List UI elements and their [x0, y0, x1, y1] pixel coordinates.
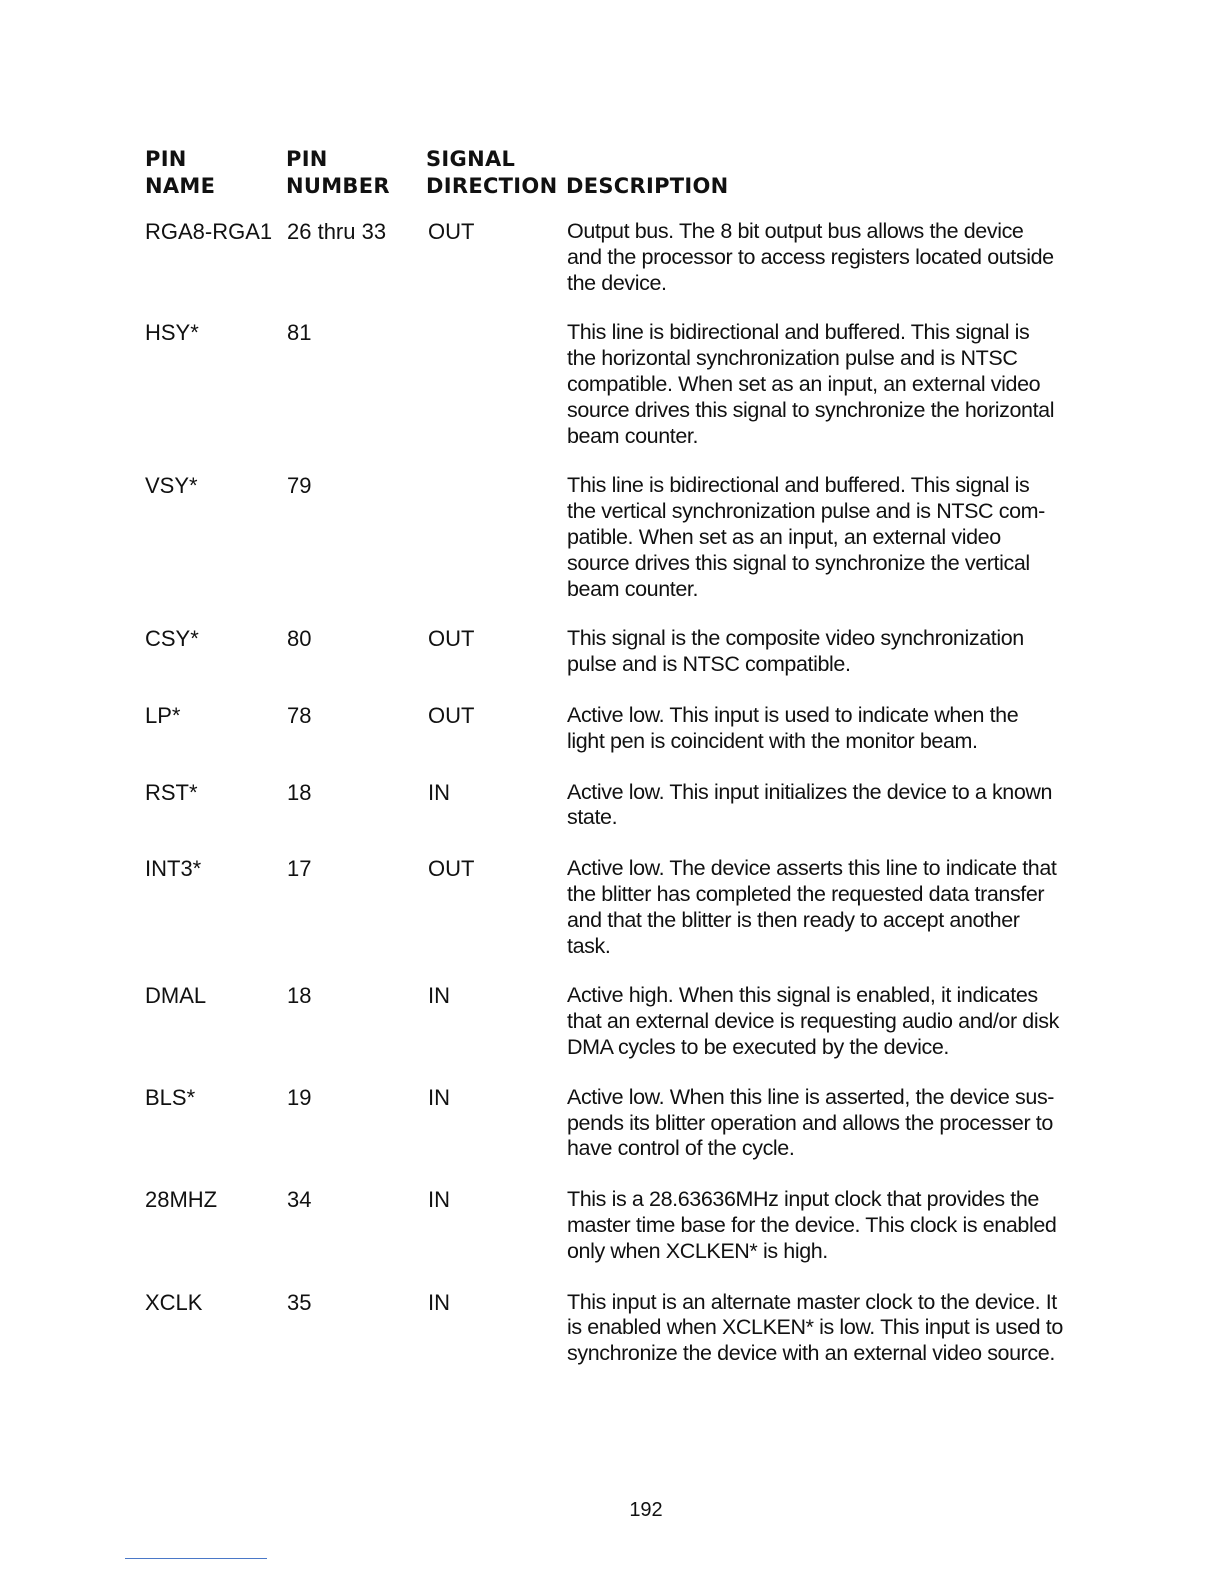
- pin-number: 81: [287, 320, 312, 346]
- table-row: [0, 320, 1224, 449]
- signal-direction: OUT: [428, 702, 475, 728]
- signal-direction: OUT: [428, 626, 475, 652]
- page-number: 192: [629, 1499, 663, 1521]
- pin-name: DMAL: [145, 983, 207, 1009]
- pin-name: RST*: [145, 779, 198, 805]
- description-line: only when XCLKEN* is high.: [567, 1238, 828, 1263]
- pin-name: CSY*: [145, 626, 199, 652]
- pin-table-body: [0, 219, 1224, 1367]
- table-row: [0, 780, 1224, 832]
- footer-rule: [125, 1558, 267, 1559]
- description-line: Active high. When this signal is enabled, it indicates: [567, 983, 1038, 1008]
- pin-number: 18: [287, 779, 312, 805]
- signal-direction: IN: [428, 983, 450, 1009]
- description-line: the blitter has completed the requested data transfer: [567, 881, 1045, 906]
- description-line: task.: [567, 933, 611, 958]
- table-row: [0, 1290, 1224, 1367]
- header-pin-number-line2: NUMBER: [286, 174, 390, 198]
- description-line: have control of the cycle.: [567, 1136, 795, 1161]
- header-signal-direction-line2: DIRECTION: [426, 174, 558, 198]
- signal-direction: IN: [428, 1289, 450, 1315]
- header-pin-name-line1: PIN: [145, 147, 187, 171]
- signal-direction: IN: [428, 779, 450, 805]
- description-line: Active low. This input is used to indicate when the: [567, 702, 1019, 727]
- pin-number: 34: [287, 1187, 312, 1213]
- pin-number: 19: [287, 1084, 312, 1110]
- description-line: and that the blitter is then ready to accept another: [567, 907, 1020, 932]
- header-description-label: DESCRIPTION: [566, 174, 729, 198]
- description-line: source drives this signal to synchronize the vertical: [567, 550, 1030, 575]
- table-row: [0, 1187, 1224, 1264]
- description-line: Active low. This input initializes the device to a known: [567, 779, 1053, 804]
- table-row: [0, 219, 1224, 296]
- description-line: This signal is the composite video synchronization: [567, 626, 1024, 651]
- description-line: the device.: [567, 270, 667, 295]
- pin-description: [567, 703, 1067, 755]
- pin-description: [567, 983, 1067, 1060]
- header-pin-number-line1: PIN: [286, 147, 328, 171]
- description-line: pulse and is NTSC compatible.: [567, 652, 851, 677]
- pin-description: [567, 1085, 1067, 1162]
- pin-number: 79: [287, 473, 312, 499]
- pin-number: 35: [287, 1289, 312, 1315]
- pin-number: 18: [287, 983, 312, 1009]
- pin-description: [567, 626, 1067, 678]
- description-line: This input is an alternate master clock to the device. It: [567, 1289, 1057, 1314]
- description-line: This line is bidirectional and buffered. This signal is: [567, 473, 1030, 498]
- pin-description: [567, 780, 1067, 832]
- signal-direction: OUT: [428, 856, 475, 882]
- description-line: that an external device is requesting audio and/or disk: [567, 1009, 1059, 1034]
- description-line: synchronize the device with an external video source.: [567, 1341, 1055, 1366]
- header-description: [566, 173, 729, 200]
- header-pin-name-line2: NAME: [145, 174, 216, 198]
- header-pin-number: [286, 146, 390, 200]
- pin-name: INT3*: [145, 856, 202, 882]
- pin-name: VSY*: [145, 473, 198, 499]
- pin-number: 80: [287, 626, 312, 652]
- description-line: compatible. When set as an input, an external video: [567, 371, 1041, 396]
- signal-direction: IN: [428, 1187, 450, 1213]
- table-row: [0, 703, 1224, 755]
- pin-description: [567, 856, 1067, 959]
- table-row: [0, 626, 1224, 678]
- description-line: light pen is coincident with the monitor beam.: [567, 728, 978, 753]
- table-row: [0, 983, 1224, 1060]
- pin-name: RGA8-RGA1: [145, 219, 273, 244]
- description-line: pends its blitter operation and allows the processer to: [567, 1110, 1053, 1135]
- pin-number: 26 thru 33: [287, 219, 387, 244]
- description-line: This is a 28.63636MHz input clock that provides the: [567, 1187, 1039, 1212]
- pin-description: [567, 320, 1067, 449]
- table-header: [0, 146, 1224, 206]
- description-line: Active low. When this line is asserted, the device sus-: [567, 1084, 1055, 1109]
- table-row: [0, 1085, 1224, 1162]
- pin-description: [567, 473, 1067, 602]
- description-line: This line is bidirectional and buffered. This signal is: [567, 320, 1030, 345]
- pin-number: 78: [287, 702, 312, 728]
- description-line: master time base for the device. This clock is enabled: [567, 1212, 1057, 1237]
- header-signal-direction-line1: SIGNAL: [426, 147, 516, 171]
- description-line: Active low. The device asserts this line to indicate that: [567, 856, 1057, 881]
- header-signal-direction: [426, 146, 557, 200]
- description-line: DMA cycles to be executed by the device.: [567, 1034, 949, 1059]
- pin-name: HSY*: [145, 320, 199, 346]
- description-line: and the processor to access registers located outside: [567, 244, 1054, 269]
- description-line: state.: [567, 805, 618, 830]
- description-line: the vertical synchronization pulse and is NTSC com-: [567, 499, 1045, 524]
- description-line: the horizontal synchronization pulse and is NTSC: [567, 346, 1018, 371]
- table-row: [0, 856, 1224, 959]
- description-line: is enabled when XCLKEN* is low. This input is used to: [567, 1315, 1063, 1340]
- pin-name: XCLK: [145, 1289, 203, 1315]
- description-line: source drives this signal to synchronize the horizontal: [567, 397, 1055, 422]
- signal-direction: IN: [428, 1084, 450, 1110]
- pin-name: 28MHZ: [145, 1187, 218, 1213]
- table-row: [0, 473, 1224, 602]
- signal-direction: OUT: [428, 219, 475, 244]
- description-line: patible. When set as an input, an external video: [567, 524, 1001, 549]
- pin-name: LP*: [145, 702, 181, 728]
- header-pin-name: [145, 146, 215, 200]
- description-line: beam counter.: [567, 423, 699, 448]
- pin-description: [567, 219, 1067, 296]
- pin-number: 17: [287, 856, 312, 882]
- pin-name: BLS*: [145, 1084, 196, 1110]
- pin-description: [567, 1290, 1067, 1367]
- pin-description: [567, 1187, 1067, 1264]
- description-line: Output bus. The 8 bit output bus allows the device: [567, 219, 1024, 243]
- description-line: beam counter.: [567, 576, 699, 601]
